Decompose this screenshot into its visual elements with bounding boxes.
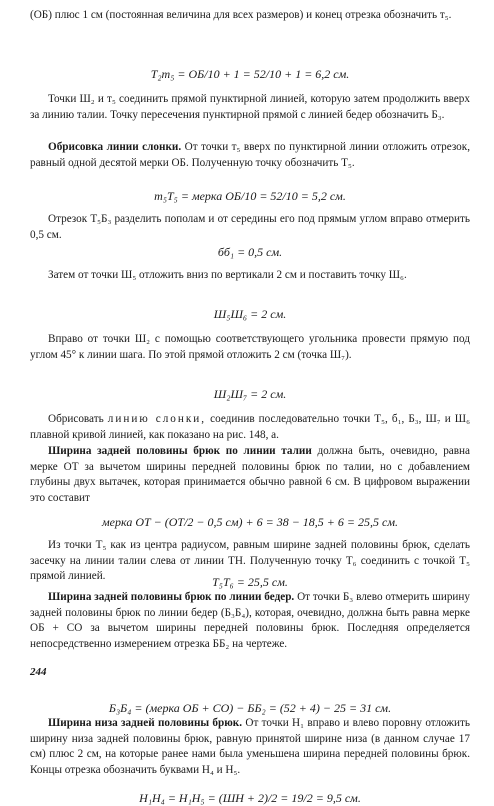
formula-1: T₂т₅ = ОБ/10 + 1 = 52/10 + 1 = 6,2 см.	[150, 67, 350, 81]
paragraph-1: (ОБ) плюс 1 см (постоянная величина для всех размеров) и конец отрезка обозначить т₅.	[30, 9, 452, 21]
paragraph-4: Отрезок T₅Б₃ разделить пополам и от середины его под прямым углом вправо отмерить 0,5 см.	[30, 213, 470, 241]
formula-8: Б₃Б₄ = (мерка ОБ + СО) − ББ₂ = (52 + 4) − 25 = 31 см.	[108, 701, 392, 715]
formula-5: Ш₂Ш₇ = 2 см.	[213, 387, 287, 401]
paragraph-7-spaced: линию слонки,	[107, 413, 207, 425]
heading-waist: Ширина задней половины брюк по линии талии	[48, 445, 312, 457]
paragraph-7-start: Обрисовать	[48, 413, 108, 425]
formula-9: H₁H₄ = H₁H₅ = (ШН + 2)/2 = 19/2 = 9,5 см.	[139, 791, 361, 805]
formula-2: т₅T₅ = мерка ОБ/10 = 52/10 = 5,2 см.	[154, 189, 346, 203]
paragraph-8-text: должна быть, очевидно, равна мерке ОТ за вычетом ширины передней половины брюк по талии, но с добавлением глубины двух вытачек, которая принимается обычно равной 6 см. В цифровом выражении это составит	[30, 445, 470, 504]
paragraph-11	[30, 716, 470, 778]
heading-slonka: Обрисовка линии слонки.	[48, 141, 182, 153]
formula-3: бб₁ = 0,5 см.	[217, 245, 283, 259]
paragraph-3	[30, 140, 470, 171]
paragraph-6: Вправо от точки Ш₂ с помощью соответствующего угольника провести прямую под углом 45° к линии шага. По этой прямой отложить 2 см (точка Ш₇).	[30, 333, 470, 361]
book-page	[30, 0, 470, 805]
page-number: 244	[30, 666, 47, 678]
formula-4: Ш₅Ш₆ = 2 см.	[213, 307, 287, 321]
paragraph-3-text: От точки т₅ вверх по пунктирной линии отложить отрезок, равный одной десятой мерки ОБ. Полученную точку обозначить T₅.	[30, 141, 470, 169]
paragraph-10	[30, 590, 470, 666]
paragraph-9: Из точки T₅ как из центра радиусом, равным ширине задней половины брюк, сделать засечку на линии талии слева от линии TH. Полученную точку T₆ соединить с точкой T₅ прямой линией.	[30, 539, 470, 583]
paragraph-11-text: От точки H₁ вправо и влево поровну отложить ширину низа задней половины брюк, равную принятой ширине низа (в данном случае 17 см) плюс 2 см, на которые ранее нами была уменьшена ширина передней половины брюк. Концы отрезка обозначить буквами H₄ и H₅.	[30, 717, 470, 776]
paragraph-5: Затем от точки Ш₅ отложить вниз по вертикали 2 см и поставить точку Ш₆.	[48, 269, 407, 281]
paragraph-7-end: соединив последовательно точки T₅, б₁, Б₃, Ш₇ и Ш₆ плавной кривой линией, как показано на рис. 148, а.	[30, 413, 470, 441]
paragraph-2: Точки Ш₂ и т₅ соединить прямой пунктирной линией, которую затем продолжить вверх за линию талии. Точку пересечения пунктирной прямой с линией бедер обозначить Б₃.	[30, 93, 470, 121]
paragraph-7	[30, 412, 470, 443]
formula-7: T₅T₆ = 25,5 см.	[212, 575, 288, 589]
heading-bottom: Ширина низа задней половины брюк.	[48, 717, 243, 729]
heading-hips: Ширина задней половины брюк по линии бедер.	[48, 591, 295, 603]
formula-6: мерка ОТ − (ОТ/2 − 0,5 см) + 6 = 38 − 18,5 + 6 = 25,5 см.	[102, 515, 398, 529]
paragraph-10-text: От точки Б₃ влево отмерить ширину задней половины брюк по линии бедер (Б₃Б₄), которая, очевидно, должна быть равна мерке ОБ + СО за вычетом ширины передней половины брюк. Последняя определяется непосредственно измерением отрезка ББ₂ на чертеже.	[30, 591, 470, 650]
paragraph-8	[30, 444, 470, 506]
